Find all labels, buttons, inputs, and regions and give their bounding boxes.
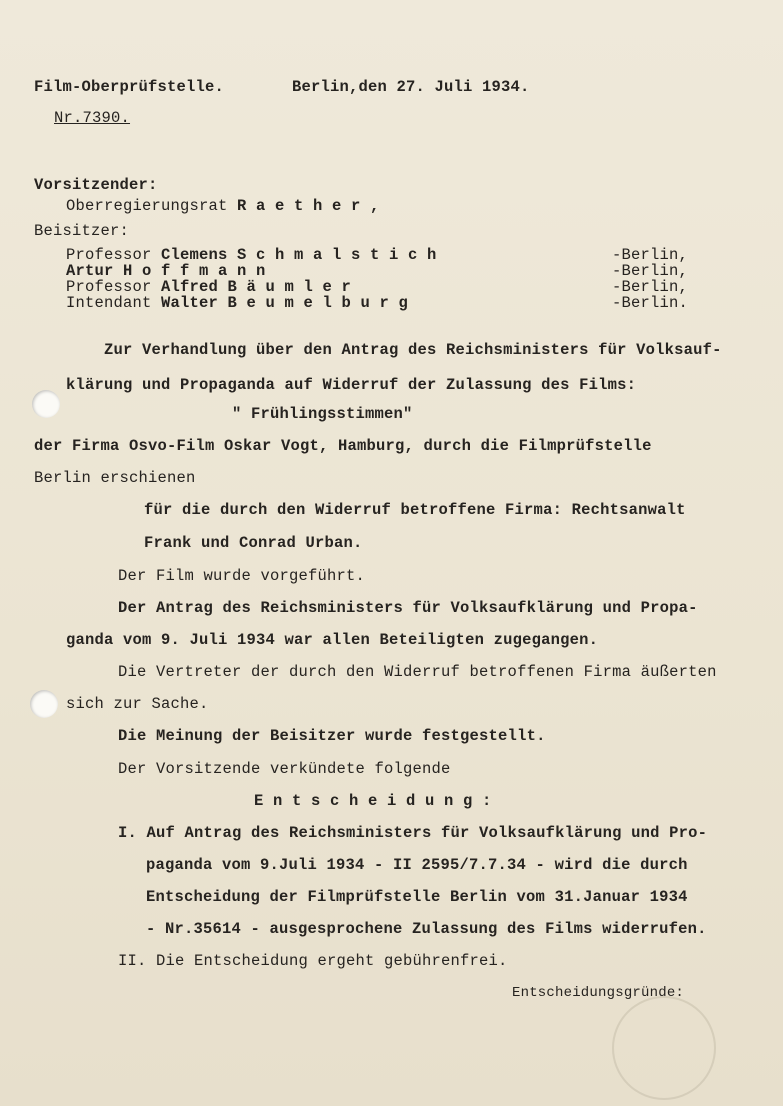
punch-hole	[30, 690, 58, 718]
decision-line: Entscheidung der Filmprüfstelle Berlin vom 31.Januar 1934	[146, 888, 688, 906]
decision-line: - Nr.35614 - ausgesprochene Zulassung des Films widerrufen.	[146, 920, 707, 938]
chair-name: R a e t h e r ,	[237, 197, 380, 215]
body-line: ganda vom 9. Juli 1934 war allen Beteiligten zugegangen.	[66, 631, 599, 649]
body-line: Der Vorsitzende verkündete folgende	[118, 760, 451, 778]
body-line: Frank und Conrad Urban.	[144, 534, 363, 552]
assessor-name: Clemens S c h m a l s t i c h	[161, 246, 437, 264]
assessor-name: Walter B e u m e l b u r g	[161, 294, 409, 312]
decision-line: paganda vom 9.Juli 1934 - II 2595/7.7.34 - wird die durch	[146, 856, 688, 874]
body-line: klärung und Propaganda auf Widerruf der Zulassung des Films:	[66, 376, 637, 394]
assessor-title: Professor	[66, 278, 162, 296]
body-line: Die Meinung der Beisitzer wurde festgestellt.	[118, 727, 546, 745]
assessor-title: Professor	[66, 246, 162, 264]
assessor-city: -Berlin,	[612, 262, 689, 280]
body-line: Der Film wurde vorgeführt.	[118, 567, 366, 585]
body-line: Zur Verhandlung über den Antrag des Reichsministers für Volksauf-	[104, 341, 722, 359]
punch-hole	[32, 390, 60, 418]
body-line: Der Antrag des Reichsministers für Volksaufklärung und Propa-	[118, 599, 698, 617]
assessors-label: Beisitzer:	[34, 222, 130, 240]
assessor-city: -Berlin.	[612, 294, 689, 312]
reasons-heading: Entscheidungsgründe:	[512, 985, 685, 1001]
body-line: Berlin erschienen	[34, 469, 196, 487]
assessor-title: Intendant	[66, 294, 162, 312]
decision-line: II. Die Entscheidung ergeht gebührenfrei.	[118, 952, 508, 970]
assessor-name: Alfred B ä u m l e r	[161, 278, 352, 296]
assessor-city: -Berlin,	[612, 246, 689, 264]
file-number: Nr.7390.	[54, 109, 131, 127]
assessor-name: Artur H o f f m a n n	[66, 262, 266, 280]
faint-seal-stamp	[612, 996, 716, 1100]
assessor-city: -Berlin,	[612, 278, 689, 296]
body-line: der Firma Osvo-Film Oskar Vogt, Hamburg, durch die Filmprüfstelle	[34, 437, 652, 455]
decision-line: I. Auf Antrag des Reichsministers für Volksaufklärung und Pro-	[118, 824, 708, 842]
film-title: " Frühlingsstimmen"	[232, 405, 413, 423]
authority-name: Film-Oberprüfstelle.	[34, 78, 225, 96]
chair-line	[66, 197, 380, 215]
decision-heading: E n t s c h e i d u n g :	[254, 792, 492, 810]
chair-title: Oberregierungsrat	[66, 197, 238, 215]
place-and-date: Berlin,den 27. Juli 1934.	[292, 78, 530, 96]
body-line: für die durch den Widerruf betroffene Firma: Rechtsanwalt	[144, 501, 686, 519]
body-line: Die Vertreter der durch den Widerruf betroffenen Firma äußerten	[118, 663, 717, 681]
assessor-row	[66, 294, 408, 312]
body-line: sich zur Sache.	[66, 695, 209, 713]
chair-label: Vorsitzender:	[34, 176, 158, 194]
